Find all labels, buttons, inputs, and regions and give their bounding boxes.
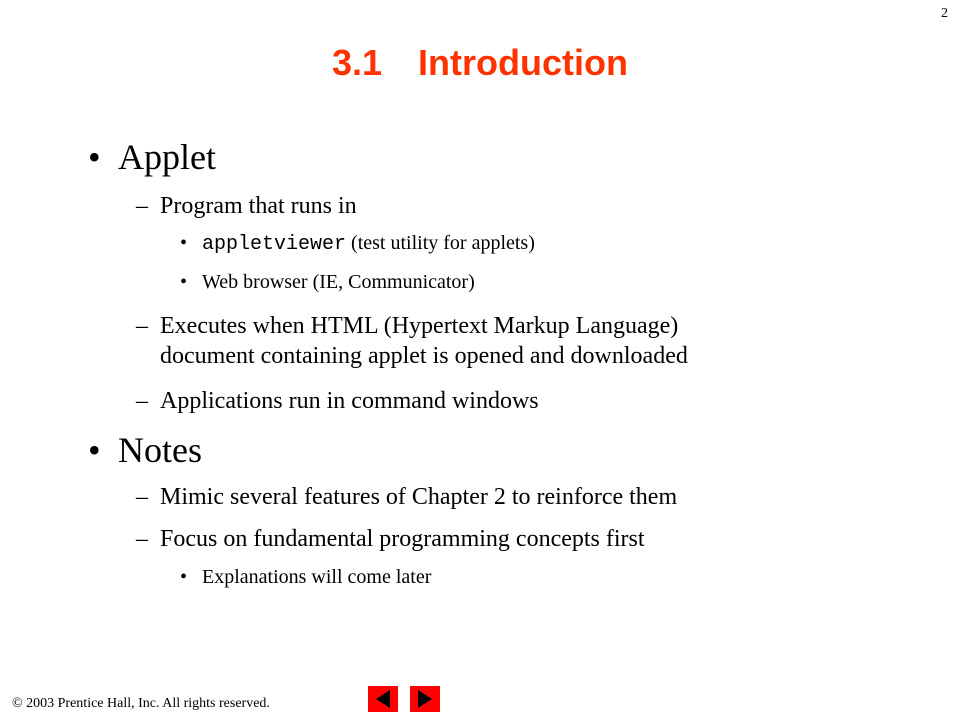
dash: – (136, 313, 148, 339)
bullet-dot: • (180, 271, 188, 293)
copyright-text: 2003 Prentice Hall, Inc. All rights reserved. (26, 696, 270, 711)
web-browser-text: Web browser (IE, Communicator) (202, 271, 475, 293)
sub-mimic-text: Mimic several features of Chapter 2 to reinforce them (160, 484, 678, 510)
sub-focus-text: Focus on fundamental programming concepts first (160, 526, 645, 552)
copyright-footer (12, 696, 270, 712)
bullet-notes (88, 429, 202, 471)
bullet-applet-label: Applet (118, 137, 216, 177)
next-slide-button[interactable] (410, 686, 440, 712)
sub-runs-in (136, 191, 357, 221)
arrow-right-icon (410, 686, 440, 712)
sub-focus (136, 524, 645, 554)
previous-slide-button[interactable] (368, 686, 398, 712)
sub-applications (136, 386, 539, 416)
copyright-symbol: © (12, 696, 23, 711)
sub-executes-line2: document containing applet is opened and downloaded (160, 343, 688, 369)
item-web-browser (180, 271, 475, 294)
sub-executes (136, 311, 688, 371)
bullet-dot: • (88, 430, 101, 470)
section-number: 3.1 (332, 42, 383, 83)
dash: – (136, 193, 148, 219)
bullet-dot: • (180, 232, 188, 254)
bullet-applet (88, 136, 216, 178)
arrow-left-icon (368, 686, 398, 712)
section-title: Introduction (418, 42, 628, 83)
dash: – (136, 484, 148, 510)
appletviewer-code: appletviewer (202, 233, 347, 256)
item-appletviewer (180, 232, 535, 256)
sub-runs-in-text: Program that runs in (160, 193, 357, 219)
sub-mimic (136, 482, 677, 512)
sub-applications-text: Applications run in command windows (160, 388, 539, 414)
sub-executes-line1: Executes when HTML (Hypertext Markup Language) (160, 313, 679, 339)
dash: – (136, 388, 148, 414)
item-explanations (180, 566, 431, 589)
bullet-dot: • (88, 137, 101, 177)
explanations-text: Explanations will come later (202, 566, 432, 588)
bullet-notes-label: Notes (118, 430, 202, 470)
appletviewer-desc: (test utility for applets) (346, 232, 535, 254)
bullet-dot: • (180, 566, 188, 588)
dash: – (136, 526, 148, 552)
slide-number: 2 (941, 6, 948, 21)
